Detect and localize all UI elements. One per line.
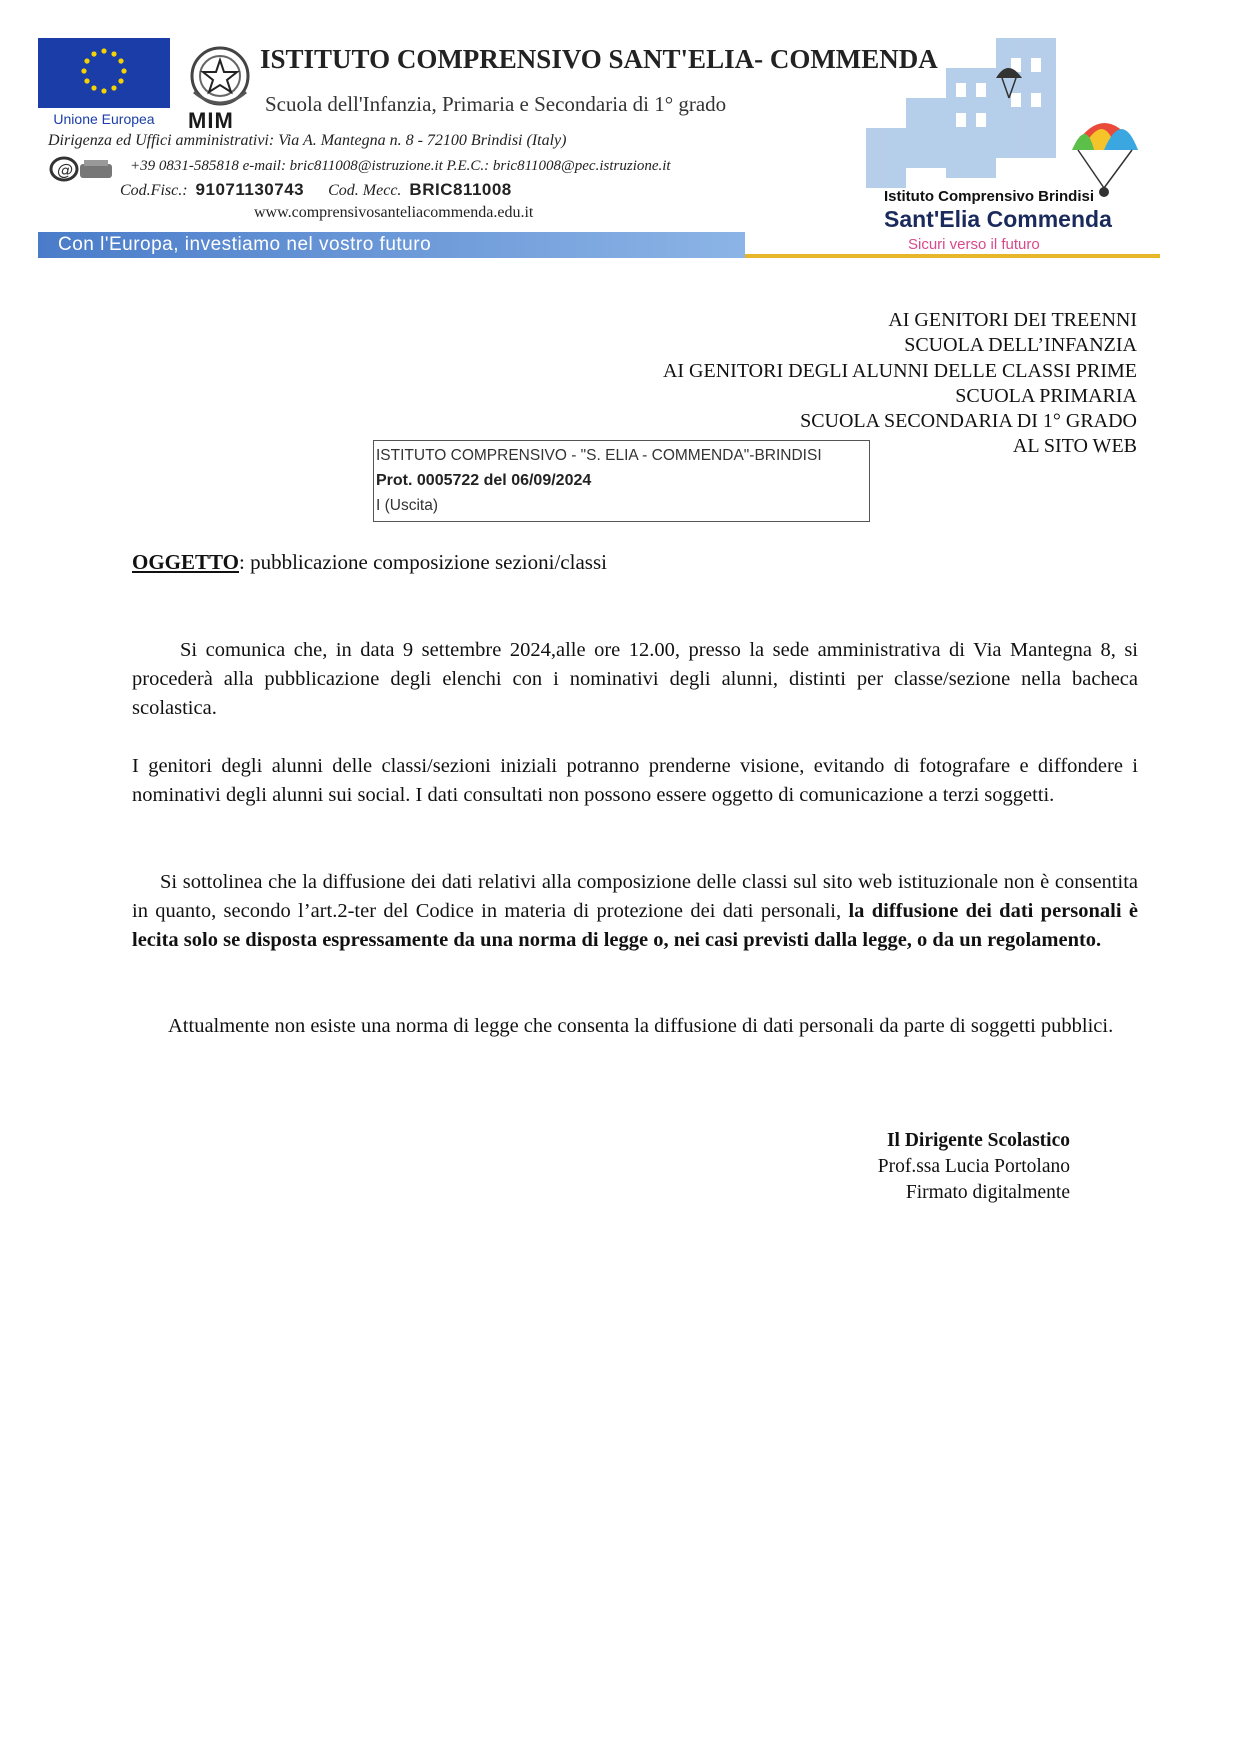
eu-logo [38, 38, 170, 130]
school-address: Dirigenza ed Uffici amministrativi: Via A. Mantegna n. 8 - 72100 Brindisi (Italy) [48, 132, 567, 149]
svg-text:@: @ [57, 160, 73, 179]
school-logo-motto: Sicuri verso il futuro [908, 236, 1040, 253]
fiscal-code: 91071130743 [195, 180, 305, 199]
school-logo-title: Istituto Comprensivo Brindisi [884, 188, 1095, 205]
body-paragraph-1: Si comunica che, in data 9 settembre 2024,alle ore 12.00, presso la sede amministrativa di Via Mantegna 8, si procederà alla pubblicazione degli elenchi con i nominativi degli alunni, distinti per classe/sezione nella bacheca scolastica. [132, 639, 1138, 719]
mecc-code-label: Cod. Mecc. [328, 182, 402, 199]
contact-row [48, 156, 848, 180]
signer-role: Il Dirigente Scolastico [886, 1130, 1070, 1151]
school-logo-name: Sant'Elia Commenda [884, 206, 1112, 232]
subject-text: : pubblicazione composizione sezioni/classi [238, 550, 607, 574]
recipient-line: SCUOLA SECONDARIA DI 1° GRADO [800, 410, 1137, 433]
signer-name: Prof.ssa Lucia Portolano [877, 1156, 1070, 1177]
signature-block [878, 1128, 1070, 1206]
eu-label: Unione Europea [53, 111, 155, 127]
signature-note: Firmato digitalmente [905, 1182, 1070, 1203]
subject-label: OGGETTO [132, 550, 239, 574]
body-paragraph-3-emphasis: la diffusione dei dati personali è lecita solo se disposta espressamente da una norma di legge o, nei casi previsti dalla legge, o da un regolamento. [132, 900, 1138, 951]
fiscal-code-label: Cod.Fisc.: [120, 182, 188, 199]
protocol-stamp [373, 440, 870, 522]
contact-details: +39 0831-585818 e-mail: bric811008@istruzione.it P.E.C.: bric811008@pec.istruzione.it [130, 158, 671, 174]
recipient-line: AI GENITORI DEI TREENNI [888, 309, 1137, 331]
recipient-line: AI GENITORI DEGLI ALUNNI DELLE CLASSI PRIME [662, 359, 1137, 382]
recipient-line: AL SITO WEB [1012, 435, 1137, 458]
recipients-block [663, 308, 1137, 460]
slogan-bar: Con l'Europa, investiamo nel vostro futuro [38, 232, 745, 258]
body-paragraph-2: I genitori degli alunni delle classi/sezioni iniziali potranno prenderne visione, evitando di fotografare e diffondere i nominativi degli alunni sui social. I dati consultati non possono essere oggetto di comunicazione a terzi soggetti. [132, 755, 1138, 806]
body-paragraph-3-text: Si sottolinea che la diffusione dei dati relativi alla composizione delle classi sul sito web istituzionale non è consentita in quanto, secondo l’art.2-ter del Codice in materia di protezione dei dati personali, [132, 871, 1138, 922]
school-website: www.comprensivosanteliacommenda.edu.it [254, 204, 534, 221]
school-subtitle: Scuola dell'Infanzia, Primaria e Secondaria di 1° grado [265, 92, 727, 116]
codes-row [120, 180, 536, 200]
recipient-line: SCUOLA DELL’INFANZIA [904, 334, 1137, 357]
protocol-number: Prot. 0005722 del 06/09/2024 [376, 472, 592, 489]
school-name: ISTITUTO COMPRENSIVO SANT'ELIA- COMMENDA [260, 44, 938, 74]
protocol-institute: ISTITUTO COMPRENSIVO - "S. ELIA - COMMENDA"-BRINDISI [376, 447, 822, 464]
protocol-direction: I (Uscita) [376, 497, 438, 514]
subject-line [132, 550, 607, 575]
eu-flag-icon [38, 38, 170, 108]
body-paragraph-3 [132, 868, 1138, 955]
mim-logo: MIM [188, 108, 234, 133]
phone-email-icon [48, 156, 118, 182]
body-paragraph-4: Attualmente non esiste una norma di legge che consenta la diffusione di dati personali da parte di soggetti pubblici. [168, 1015, 1114, 1037]
letterhead [38, 38, 1160, 260]
mecc-code: BRIC811008 [409, 180, 512, 199]
recipient-line: SCUOLA PRIMARIA [955, 384, 1137, 407]
